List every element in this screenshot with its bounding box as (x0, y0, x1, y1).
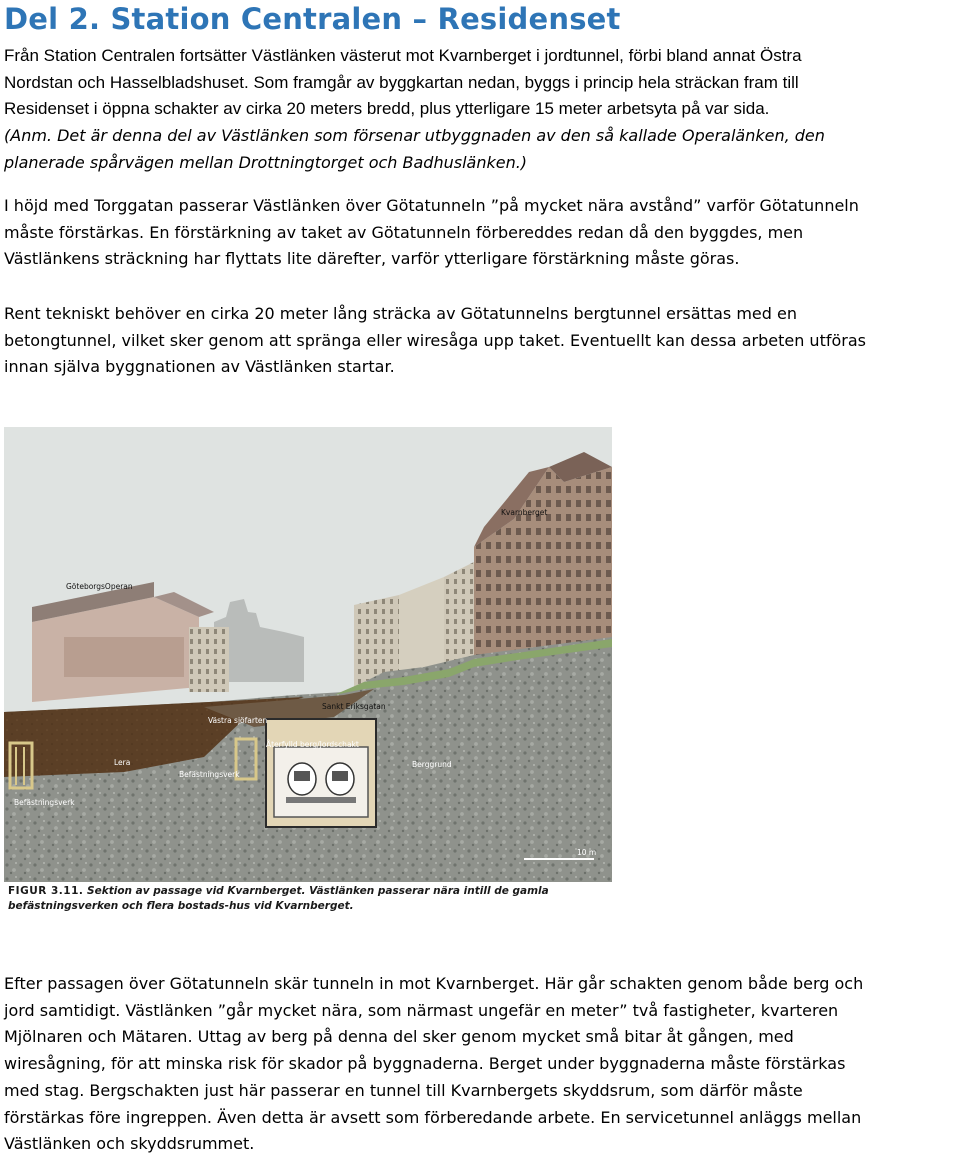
label-sankt-eriksgatan: Sankt Eriksgatan (322, 702, 386, 711)
text-line: Residenset i öppna schakter av cirka 20 meters bredd, plus ytterligare 15 meter arbetsyta på var sida. (4, 99, 770, 119)
text-line: wiresågning, för att minska risk för skador på byggnaderna. Berget under byggnaderna måste förstärkas (4, 1054, 846, 1074)
label-operan: GöteborgsOperan (66, 582, 133, 591)
text-line: betongtunnel, vilket sker genom att spränga eller wiresåga upp taket. Eventuellt kan dessa arbeten utföras (4, 330, 866, 350)
text-line: Nordstan och Hasselbladshuset. Som framgår av byggkartan nedan, byggs i princip hela sträckan fram till (4, 72, 799, 92)
text-line: med stag. Bergschakten just här passerar en tunnel till Kvarnbergets skyddsrum, som därför måste (4, 1080, 803, 1100)
text-line: Från Station Centralen fortsätter Västlänken västerut mot Kvarnberget i jordtunnel, förbi bland annat Östra (4, 46, 802, 65)
section-figure (4, 427, 612, 922)
gotatunneln-paragraph (4, 193, 960, 273)
label-befastningsverk: Befästningsverk (179, 770, 240, 779)
text-line: Efter passagen över Götatunneln skär tunneln in mot Kvarnberget. Här går schakten genom både berg och (4, 974, 864, 993)
label-aterfylld: Återfylld berg/Jordschakt (266, 740, 359, 749)
label-berggrund: Berggrund (412, 760, 452, 769)
label-lera: Lera (114, 758, 131, 767)
hill-buildings (444, 562, 474, 667)
text-line: Rent tekniskt behöver en cirka 20 meter lång sträcka av Götatunnelns bergtunnel ersättas med en (4, 304, 797, 323)
text-line: Västlänkens sträckning har flyttats lite därefter, varför ytterligare förstärkning måste göras. (4, 249, 740, 269)
text-line: innan själva byggnationen av Västlänken startar. (4, 357, 395, 377)
text-line: jord samtidigt. Västlänken ”går mycket nära, som närmast ungefär en meter” två fastigheter, kvarteren (4, 1000, 839, 1020)
figure-caption-text: Sektion av passage vid Kvarnberget. Västlänken passerar nära intill de gamla befästningsverken och flera bostads-hus vid Kvarnberget. (8, 885, 549, 912)
note-line: (Anm. Det är denna del av Västlänken som försenar utbyggnaden av den så kallade Operalänken, den (4, 126, 825, 146)
label-befastningsverk-2: Befästningsverk (14, 798, 75, 807)
text-line: Mjölnaren och Mätaren. Uttag av berg på denna del sker genom mycket små bitar åt gången, med (4, 1027, 794, 1047)
label-vastra-sjofarten: Västra sjöfarten (208, 716, 268, 725)
label-kvarnberget: Kvarnberget (501, 508, 548, 517)
note-line: planerade spårvägen mellan Drottningtorget och Badhuslänken.) (4, 152, 528, 172)
text-line: måste förstärkas. En förstärkning av taket av Götatunneln förbereddes redan då den byggdes, men (4, 222, 804, 242)
betongtunnel-paragraph (4, 301, 960, 381)
text-line: förstärkas före ingreppen. Även detta är avsett som förberedande arbete. En servicetunnel anläggs mellan (4, 1107, 862, 1127)
text-line: Västlänken och skyddsrummet. (4, 1134, 255, 1154)
section-illustration (4, 427, 612, 922)
figure-caption (8, 884, 603, 914)
intro-paragraph (4, 43, 960, 177)
figure-number: FIGUR 3.11. (8, 885, 84, 897)
text-line: I höjd med Torggatan passerar Västlänken över Götatunneln ”på mycket nära avstånd” varför Götatunneln (4, 196, 859, 215)
page-heading: Del 2. Station Centralen – Residenset (4, 2, 621, 36)
kvarnberget-paragraph (4, 971, 960, 1158)
label-scale: 10 m (577, 848, 597, 857)
